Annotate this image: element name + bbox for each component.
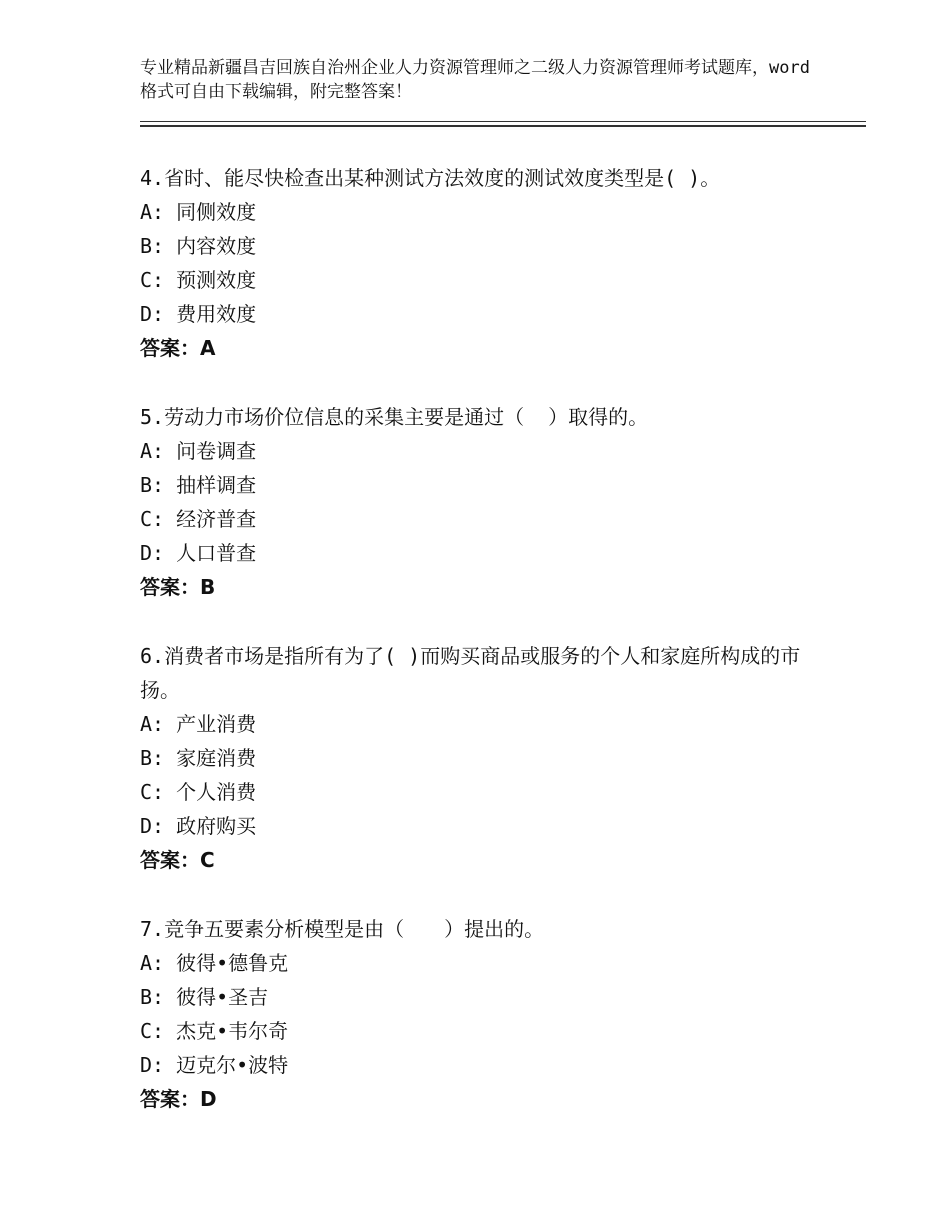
option-c: C: 杰克•韦尔奇: [140, 1019, 289, 1043]
option-c: C: 经济普查: [140, 507, 257, 531]
option-b: B: 内容效度: [140, 234, 257, 258]
option-d: D: 费用效度: [140, 302, 257, 326]
header-divider-thick: [140, 125, 866, 127]
answer-label: 答案：C: [140, 848, 215, 872]
option-c: C: 个人消费: [140, 780, 257, 804]
answer-label: 答案：D: [140, 1087, 217, 1111]
question-stem: 5.劳动力市场价位信息的采集主要是通过（ ）取得的。: [140, 405, 649, 429]
document-header: 专业精品新疆昌吉回族自治州企业人力资源管理师之二级人力资源管理师考试题库，word格式可自由下载编辑，附完整答案！: [140, 58, 810, 102]
option-a: A: 产业消费: [140, 712, 257, 736]
option-d: D: 人口普查: [140, 541, 257, 565]
question-7: [140, 912, 820, 1116]
option-b: B: 彼得•圣吉: [140, 985, 269, 1009]
answer-label: 答案：A: [140, 336, 216, 360]
option-d: D: 政府购买: [140, 814, 257, 838]
option-b: B: 抽样调查: [140, 473, 257, 497]
option-b: B: 家庭消费: [140, 746, 257, 770]
question-5: [140, 400, 820, 604]
answer-label: 答案：B: [140, 575, 216, 599]
question-4: [140, 161, 820, 365]
option-c: C: 预测效度: [140, 268, 257, 292]
option-d: D: 迈克尔•波特: [140, 1053, 289, 1077]
header-divider-thin: [140, 121, 866, 122]
option-a: A: 同侧效度: [140, 200, 257, 224]
question-stem: 6.消费者市场是指所有为了( )而购买商品或服务的个人和家庭所构成的市扬。: [140, 644, 801, 702]
question-6: [140, 639, 820, 877]
option-a: A: 问卷调查: [140, 439, 257, 463]
question-stem: 4.省时、能尽快检查出某种测试方法效度的测试效度类型是( )。: [140, 166, 721, 190]
question-stem: 7.竞争五要素分析模型是由（ ）提出的。: [140, 917, 545, 941]
option-a: A: 彼得•德鲁克: [140, 951, 289, 975]
